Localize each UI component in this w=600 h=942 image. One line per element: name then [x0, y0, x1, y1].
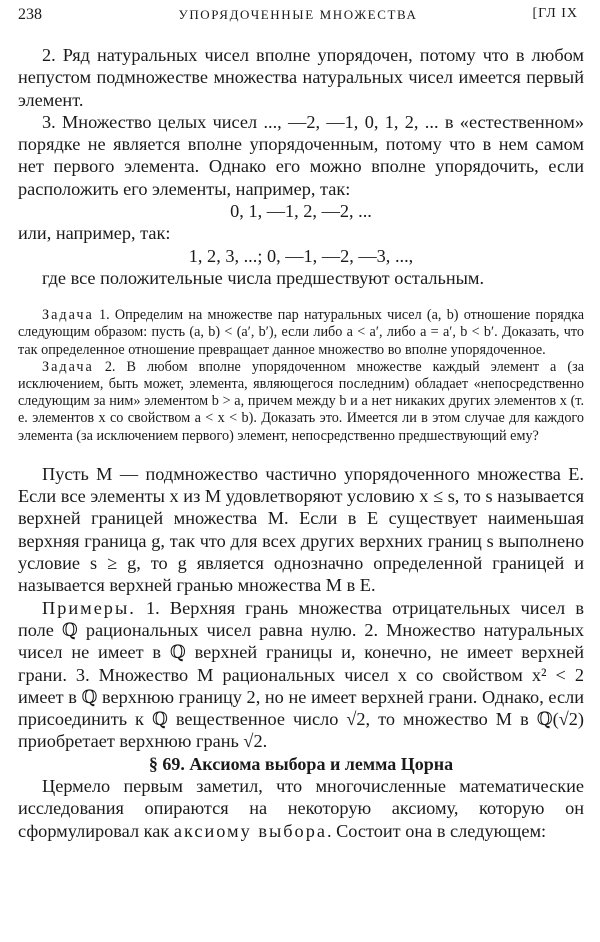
- paragraph-examples: [18, 597, 584, 753]
- page-number: 238: [18, 6, 42, 23]
- paragraph-or-example: или, например, так:: [18, 223, 171, 244]
- formula-ordering-2: 1, 2, 3, ...; 0, —1, —2, —3, ...,: [188, 245, 414, 266]
- zermelo-text-end: . Состоит она в следующем:: [326, 820, 547, 841]
- examples-label: Примеры.: [42, 597, 136, 618]
- problem-1-label: Задача: [42, 307, 94, 324]
- problem-2: [18, 359, 584, 445]
- page-body: [18, 44, 584, 842]
- section-heading: § 69. Аксиома выбора и лемма Цорна: [148, 753, 454, 774]
- running-title: УПОРЯДОЧЕННЫЕ МНОЖЕСТВА: [178, 7, 418, 22]
- zermelo-text-start: Цермело первым заметил, что многочисленные математические исследования опираются на некоторую аксиому, которую он сформулировал как: [18, 776, 584, 841]
- paragraph-positive-precede: где все положительные числа предшествуют остальным.: [42, 267, 485, 288]
- paragraph-upper-bound-definition: Пусть M — подмножество частично упорядоченного множества E. Если все элементы x из M удовлетворяют условию x ≤ s, то s называется верхней границей множества M. Если в E существует наименьшая верхняя граница g, так что для всех других верхних границ s выполнено условие s ≥ g, то g является однозначно определенной границей и называется верхней гранью множества M в E.: [18, 463, 584, 596]
- problem-2-label: Задача: [42, 358, 94, 375]
- chapter-marker: [ГЛ IX: [532, 6, 578, 21]
- paragraph-integers: 3. Множество целых чисел ..., —2, —1, 0, 1, 2, ... в «естественном» порядке не является вполне упорядоченным, потому что в нем самом нет первого элемента. Однако его можно вполне упорядочить, если расположить его элементы, например, так:: [18, 111, 584, 199]
- axiom-of-choice-term: аксиому выбора: [173, 820, 327, 841]
- problem-1-text: 1. Определим на множестве пар натуральных чисел (a, b) отношение порядка следующим образом: пусть (a, b) < (a′, b′), если либо a < a′, либо a = a′, b < b′. Доказать, что так определенное отношение превращает данное множество во вполне упорядоченное.: [18, 307, 584, 358]
- paragraph-natural-numbers: 2. Ряд натуральных чисел вполне упорядочен, потому что в любом непустом подмножестве множества натуральных чисел имеется первый элемент.: [18, 45, 584, 110]
- formula-ordering-1: 0, 1, —1, 2, —2, ...: [230, 201, 372, 222]
- running-header: [18, 6, 578, 28]
- problem-1: [18, 307, 584, 359]
- examples-text: 1. Верхняя грань множества отрицательных чисел в поле ℚ рациональных чисел равна нулю. 2. Множество натуральных чисел не имеет в ℚ верхней границы и, конечно, не имеет верхней грани. 3. Множество M рациональных чисел x со свойством x² < 2 имеет в ℚ верхнюю границу 2, но не имеет верхней грани. Однако, если присоединить к ℚ вещественное число √2, то множество M в ℚ(√2) приобретает верхнюю грань √2.: [18, 597, 584, 752]
- problem-2-text: 2. В любом вполне упорядоченном множестве каждый элемент a (за исключением, быть может, элемента, являющегося последним) обладает «непосредственно следующим за ним» элементом b > a, причем между b и a нет никаких других элементов x (т. е. элементов x со свойством a < x < b). Доказать это. Имеется ли в этом случае для каждого элемента (за исключением первого) элемент, непосредственно предшествующий ему?: [18, 358, 584, 444]
- paragraph-zermelo: [18, 775, 584, 842]
- problems-block: [18, 307, 584, 445]
